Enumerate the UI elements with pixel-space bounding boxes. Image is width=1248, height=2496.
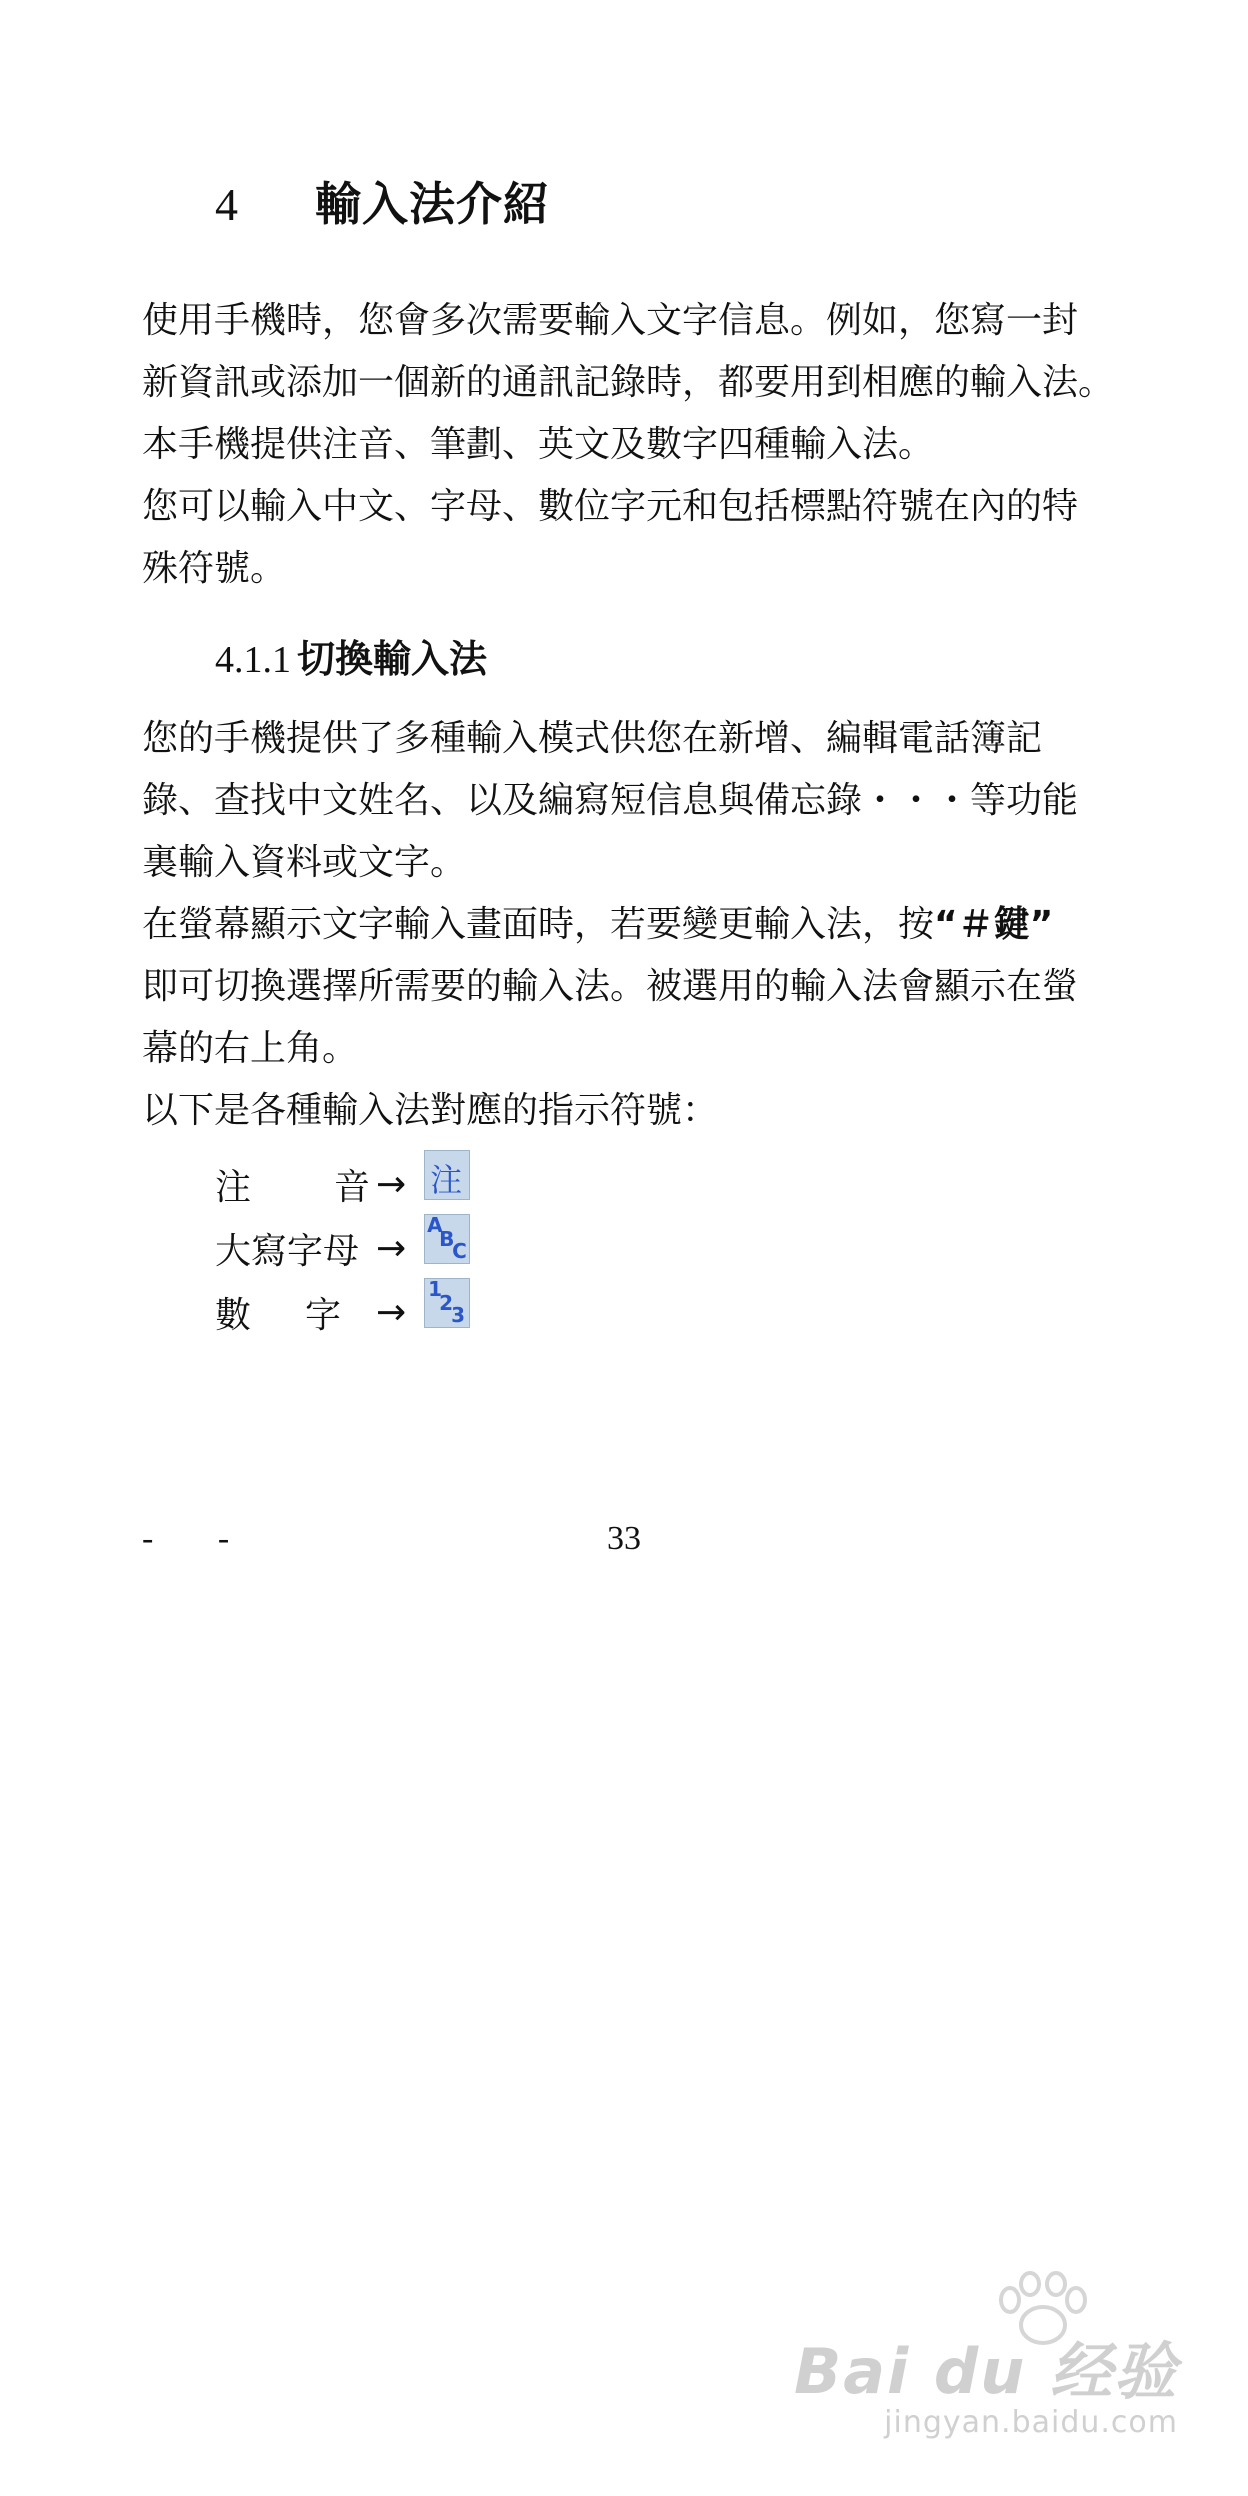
body-line: 以下是各種輸入法對應的指示符號： [142,1090,719,1131]
footer-dashes: - - [142,1520,258,1557]
icon-glyph: 2 [439,1291,454,1315]
indicator-label: 大寫字母 [215,1230,360,1272]
intro-paragraph [142,290,1115,600]
arrow-icon: → [376,1163,407,1205]
watermark-url: jingyan.baidu.com [884,2405,1178,2440]
icon-glyph: C [452,1239,467,1263]
body-text: 在螢幕顯示文字輸入畫面時，若要變更輸入法，按 [142,904,935,945]
label-char: 字 [305,1294,342,1336]
watermark [794,2322,1178,2440]
icon-glyph: 注 [430,1161,463,1199]
section-number: 4.1.1 [215,639,291,681]
intro-line: 新資訊或添加一個新的通訊記錄時，都要用到相應的輸入法。 [142,362,1115,403]
section-title: 切換輸入法 [297,637,488,681]
indicator-row-zhuyin [215,1156,470,1212]
body-line: 您的手機提供了多種輸入模式供您在新增、編輯電話簿記 [142,718,1043,759]
indicator-row-numeric [215,1277,470,1340]
body-line: 錄、查找中文姓名、以及編寫短信息與備忘錄・・・等功能 [142,780,1079,821]
watermark-brand: Bai du 经验 [793,2335,1178,2408]
body-line [142,894,1102,956]
indicator-label [215,1287,370,1338]
indicator-row-uppercase [215,1213,470,1276]
chapter-number: 4 [215,179,239,230]
indicator-label [215,1159,370,1210]
body-line: 裏輸入資料或文字。 [142,842,467,883]
body-line: 幕的右上角。 [142,1028,359,1069]
arrow-icon: → [376,1291,407,1333]
label-char: 注 [215,1166,252,1208]
page-number: 33 [607,1520,641,1557]
intro-line: 殊符號。 [142,548,287,589]
body-paragraph-2 [142,894,1102,1080]
label-char: 數 [215,1294,252,1336]
label-char: 音 [333,1166,370,1208]
hash-key-label: “＃鍵” [934,904,1054,945]
icon-glyph: 3 [451,1303,466,1327]
chapter-heading [215,168,550,234]
body-paragraph-1 [142,708,1102,894]
body-paragraph-3 [142,1080,1102,1142]
section-heading [215,628,487,683]
body-line: 即可切換選擇所需要的輸入法。被選用的輸入法會顯示在螢 [142,966,1079,1007]
icon-glyph: A [427,1213,443,1237]
arrow-icon: → [376,1227,407,1269]
numeric-mode-icon [424,1278,470,1328]
icon-glyph: 1 [428,1277,443,1301]
zhuyin-mode-icon [424,1150,470,1200]
intro-line: 本手機提供注音、筆劃、英文及數字四種輸入法。 [142,424,935,465]
icon-glyph: B [439,1227,455,1251]
intro-line: 使用手機時，您會多次需要輸入文字信息。例如，您寫一封 [142,300,1079,341]
uppercase-abc-mode-icon [424,1214,470,1264]
intro-line: 您可以輸入中文、字母、數位字元和包括標點符號在內的特 [142,486,1079,527]
chapter-title: 輸入法介紹 [315,177,550,231]
